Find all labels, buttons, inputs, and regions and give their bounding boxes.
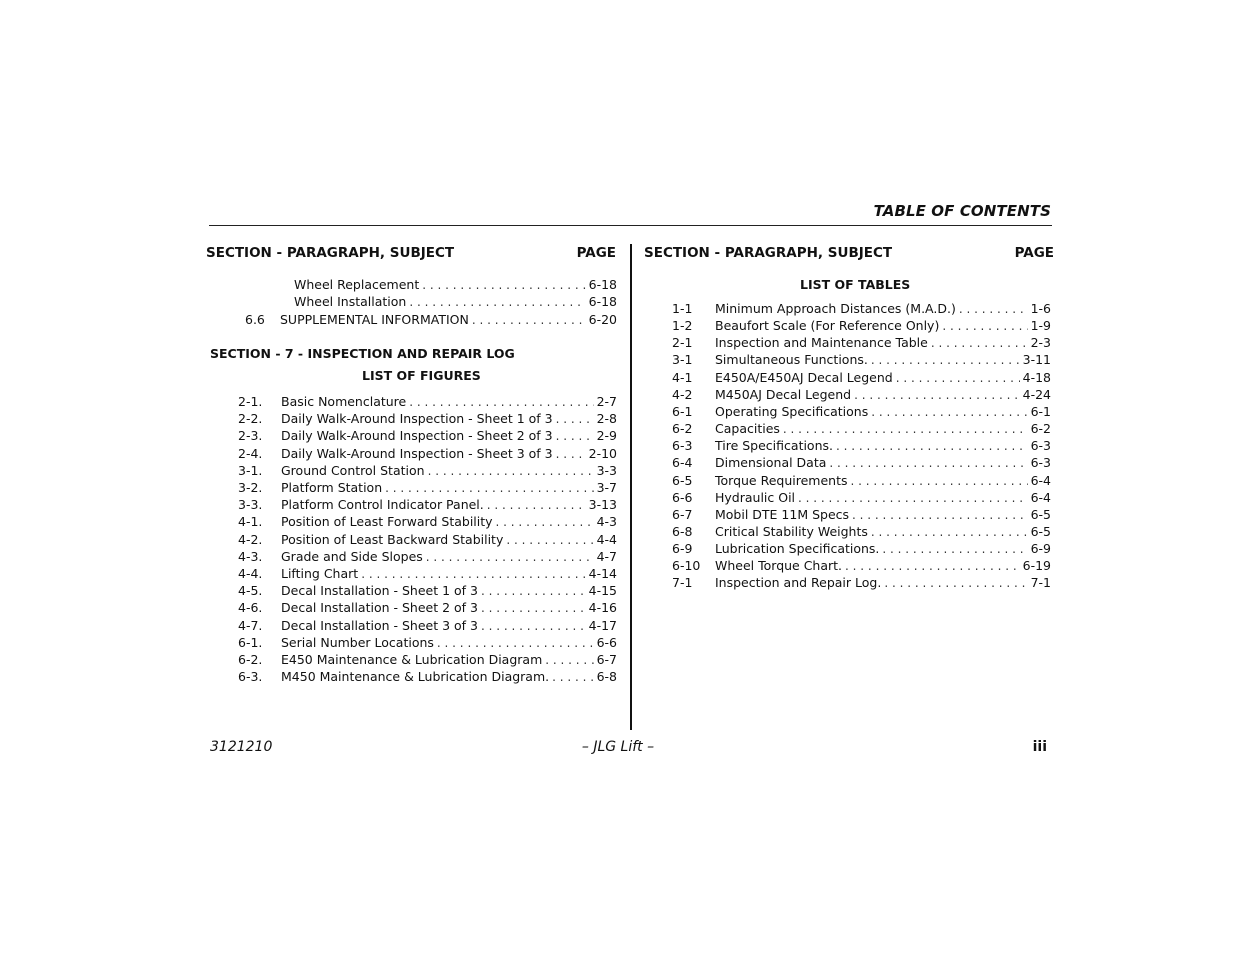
table-entry-number: 6-5 <box>672 472 693 488</box>
figure-entry-page: 4-17 <box>588 617 617 633</box>
dot-leader <box>845 558 1020 575</box>
dot-leader <box>552 669 593 686</box>
table-entry-number: 6-1 <box>672 403 693 419</box>
dot-leader <box>959 301 1028 318</box>
toc-entry <box>245 311 617 328</box>
page-title: TABLE OF CONTENTS <box>873 202 1051 220</box>
table-entry-title: Operating Specifications <box>715 403 869 419</box>
figure-entry-title: Ground Control Station <box>281 462 425 478</box>
figure-entry-title: M450 Maintenance & Lubrication Diagram. <box>281 669 550 685</box>
figure-entry-page: 4-16 <box>588 600 617 616</box>
table-entry-number: 1-2 <box>672 318 693 334</box>
table-entry <box>672 437 1051 454</box>
table-entry <box>672 351 1051 368</box>
table-entry-title: Wheel Torque Chart. <box>715 558 843 574</box>
figure-entry-page: 6-7 <box>596 652 617 667</box>
dot-leader <box>385 480 593 497</box>
figure-entry <box>238 668 617 685</box>
dot-leader <box>437 635 594 652</box>
figure-entry-title: Platform Station <box>281 480 383 495</box>
table-entry <box>672 489 1051 506</box>
dot-leader <box>426 549 594 566</box>
table-entry-page: 6-4 <box>1030 472 1051 488</box>
figure-entry <box>238 410 617 427</box>
dot-leader <box>556 411 594 428</box>
table-entry-title: Inspection and Repair Log. <box>715 575 882 591</box>
figure-entry-page: 4-4 <box>596 531 617 547</box>
figure-entry-number: 3-2. <box>238 480 263 495</box>
table-entry <box>672 369 1051 386</box>
table-entry-title: M450AJ Decal Legend <box>715 386 852 402</box>
right-column-header <box>644 244 1054 262</box>
table-entry-title: Inspection and Maintenance Table <box>715 335 928 351</box>
footer-doc-number: 3121210 <box>210 739 273 755</box>
toc-entry-title: Wheel Replacement <box>294 277 420 292</box>
table-entry-page: 6-3 <box>1030 455 1051 471</box>
figure-entry-page: 3-7 <box>596 480 617 495</box>
dot-leader <box>931 335 1028 352</box>
table-entry-page: 6-5 <box>1030 506 1051 522</box>
figure-entry-number: 6-2. <box>238 652 263 667</box>
dot-leader <box>506 532 593 549</box>
figure-entry-title: Platform Control Indicator Panel. <box>281 497 484 513</box>
figure-entry-title: Position of Least Forward Stability <box>281 514 493 530</box>
figure-entry-number: 3-3. <box>238 497 263 513</box>
table-entry <box>672 557 1051 574</box>
table-entry-page: 1-9 <box>1030 318 1051 334</box>
table-entry <box>672 300 1051 317</box>
table-entry-title: E450A/E450AJ Decal Legend <box>715 369 893 385</box>
figure-entry-page: 4-15 <box>588 583 617 599</box>
dot-leader <box>481 618 586 635</box>
tables-heading: LIST OF TABLES <box>800 277 911 292</box>
dot-leader <box>884 575 1027 592</box>
figure-entry-page: 4-7 <box>596 548 617 564</box>
figure-entry <box>238 599 617 616</box>
table-entry <box>672 420 1051 437</box>
figure-entry-number: 2-4. <box>238 445 263 461</box>
figure-entry <box>238 634 617 651</box>
dot-leader <box>871 404 1027 421</box>
table-entry-page: 6-5 <box>1030 523 1051 539</box>
table-entry-page: 2-3 <box>1030 335 1051 351</box>
dot-leader <box>496 514 594 531</box>
figure-entry-number: 4-4. <box>238 566 263 581</box>
figure-entry-number: 6-3. <box>238 669 263 685</box>
figure-entry-page: 3-3 <box>596 462 617 478</box>
footer-page-number: iii <box>1032 739 1047 755</box>
table-entry-title: Mobil DTE 11M Specs <box>715 506 850 522</box>
figure-entry <box>238 427 617 444</box>
column-divider <box>630 244 632 730</box>
figure-entry <box>238 496 617 513</box>
table-entry <box>672 317 1051 334</box>
left-header-page: PAGE <box>576 245 616 261</box>
figure-entry-title: Lifting Chart <box>281 566 359 581</box>
figure-entry-page: 6-8 <box>596 669 617 685</box>
toc-entry-number: 6.6 <box>245 312 265 327</box>
table-entry-title: Torque Requirements <box>715 472 848 488</box>
table-entry-title: Minimum Approach Distances (M.A.D.) <box>715 301 956 316</box>
table-entry <box>672 403 1051 420</box>
table-entry-page: 3-11 <box>1022 352 1051 368</box>
figure-entry-title: Position of Least Backward Stability <box>281 531 504 547</box>
figure-entry <box>238 513 617 530</box>
figure-entry-number: 4-6. <box>238 600 263 616</box>
table-entry-number: 2-1 <box>672 335 693 351</box>
table-entry-title: Simultaneous Functions. <box>715 352 868 368</box>
table-entry-number: 6-10 <box>672 558 701 574</box>
table-entry-title: Dimensional Data <box>715 455 827 471</box>
table-entry-page: 4-24 <box>1022 386 1051 402</box>
right-header-subject: SECTION - PARAGRAPH, SUBJECT <box>644 245 893 261</box>
table-entry-page: 6-3 <box>1030 438 1051 454</box>
figure-entry <box>238 651 617 668</box>
table-entry-title: Capacities <box>715 421 780 437</box>
table-entry <box>672 506 1051 523</box>
figure-entry-page: 3-13 <box>588 497 617 513</box>
figure-entry-page: 2-10 <box>588 445 617 461</box>
dot-leader <box>556 428 594 445</box>
table-entry-number: 6-2 <box>672 421 693 437</box>
figure-entry <box>238 393 617 410</box>
table-entry-number: 6-3 <box>672 438 693 454</box>
left-header-subject: SECTION - PARAGRAPH, SUBJECT <box>206 245 455 261</box>
table-entry <box>672 540 1051 557</box>
figure-entry-title: Decal Installation - Sheet 3 of 3 <box>281 617 478 633</box>
dot-leader <box>942 318 1027 335</box>
figure-entry <box>238 445 617 462</box>
table-entry-number: 6-7 <box>672 506 693 522</box>
figure-entry-page: 4-3 <box>596 514 617 530</box>
figure-entry <box>238 548 617 565</box>
figure-entry-number: 4-1. <box>238 514 263 530</box>
table-entry-page: 6-2 <box>1030 421 1051 437</box>
table-entry-title: Beaufort Scale (For Reference Only) <box>715 318 940 334</box>
figure-entry-title: Daily Walk-Around Inspection - Sheet 2 of 3 <box>281 428 553 444</box>
figure-entry-number: 4-3. <box>238 548 263 564</box>
table-entry-page: 7-1 <box>1030 575 1051 591</box>
figure-entry-number: 2-2. <box>238 411 263 427</box>
table-entry <box>672 454 1051 471</box>
dot-leader <box>871 524 1028 541</box>
table-entry <box>672 386 1051 403</box>
dot-leader <box>556 446 586 463</box>
figure-entry-number: 2-1. <box>238 394 263 409</box>
figure-entry-number: 4-7. <box>238 617 263 633</box>
figure-entry <box>238 479 617 496</box>
dot-leader <box>487 497 586 514</box>
table-entry <box>672 574 1051 591</box>
figure-entry-title: Decal Installation - Sheet 2 of 3 <box>281 600 478 616</box>
table-entry-page: 4-18 <box>1022 369 1051 385</box>
table-entry-number: 3-1 <box>672 352 693 368</box>
dot-leader <box>472 312 586 329</box>
table-entry-title: Tire Specifications. <box>715 438 833 454</box>
table-entry-title: Lubrication Specifications. <box>715 541 880 557</box>
table-entry-number: 6-9 <box>672 541 693 557</box>
dot-leader <box>836 438 1028 455</box>
table-entry-number: 1-1 <box>672 301 693 316</box>
table-entry <box>672 334 1051 351</box>
toc-entry-page: 6-20 <box>588 312 617 327</box>
dot-leader <box>851 473 1028 490</box>
table-entry-number: 6-6 <box>672 489 693 505</box>
figure-entry-number: 4-2. <box>238 531 263 547</box>
figure-entry-number: 3-1. <box>238 462 263 478</box>
figures-heading: LIST OF FIGURES <box>362 368 481 383</box>
figure-entry <box>238 531 617 548</box>
figure-entry-title: Basic Nomenclature <box>281 394 407 409</box>
dot-leader <box>481 583 586 600</box>
dot-leader <box>481 600 586 617</box>
dot-leader <box>852 507 1028 524</box>
footer-brand: – JLG Lift – <box>581 739 655 755</box>
left-column-header <box>206 244 616 262</box>
figure-entry <box>238 617 617 634</box>
table-entry-page: 6-9 <box>1030 541 1051 557</box>
table-entry-number: 7-1 <box>672 575 693 591</box>
dot-leader <box>854 387 1020 404</box>
figure-entry-title: Decal Installation - Sheet 1 of 3 <box>281 583 478 599</box>
table-entry-page: 6-1 <box>1030 403 1051 419</box>
table-entry-number: 6-4 <box>672 455 693 471</box>
figure-entry <box>238 462 617 479</box>
figure-entry-title: Serial Number Locations <box>281 634 434 650</box>
table-entry <box>672 472 1051 489</box>
dot-leader <box>783 421 1028 438</box>
dot-leader <box>361 566 585 583</box>
dot-leader <box>545 652 593 669</box>
dot-leader <box>422 277 585 294</box>
table-entry <box>672 523 1051 540</box>
table-entry-title: Hydraulic Oil <box>715 489 796 505</box>
dot-leader <box>829 455 1027 472</box>
figure-entry <box>238 582 617 599</box>
figure-entry-title: Grade and Side Slopes <box>281 548 423 564</box>
figure-entry-page: 2-7 <box>596 394 617 409</box>
figure-entry-page: 6-6 <box>596 634 617 650</box>
table-entry-page: 6-19 <box>1022 558 1051 574</box>
right-header-page: PAGE <box>1014 245 1054 261</box>
figure-entry-title: Daily Walk-Around Inspection - Sheet 3 of 3 <box>281 445 553 461</box>
figure-entry-number: 6-1. <box>238 634 263 650</box>
figure-entry-page: 4-14 <box>588 566 617 581</box>
figure-entry <box>238 565 617 582</box>
table-entry-title: Critical Stability Weights <box>715 523 868 539</box>
section7-heading: SECTION - 7 - INSPECTION AND REPAIR LOG <box>210 346 515 361</box>
figure-entry-number: 2-3. <box>238 428 263 444</box>
toc-entry-page: 6-18 <box>588 294 617 309</box>
figure-entry-number: 4-5. <box>238 583 263 599</box>
toc-entry-title: SUPPLEMENTAL INFORMATION <box>280 312 469 327</box>
figure-entry-page: 2-9 <box>596 428 617 444</box>
dot-leader <box>896 370 1020 387</box>
header-rule <box>209 225 1052 226</box>
table-entry-number: 4-2 <box>672 386 693 402</box>
dot-leader <box>409 294 585 311</box>
figure-entry-title: Daily Walk-Around Inspection - Sheet 1 of 3 <box>281 411 553 427</box>
dot-leader <box>798 490 1028 507</box>
dot-leader <box>409 394 593 411</box>
toc-entry-page: 6-18 <box>588 277 617 292</box>
table-entry-page: 6-4 <box>1030 489 1051 505</box>
toc-entry-title: Wheel Installation <box>294 294 407 309</box>
toc-entry <box>245 276 617 293</box>
table-entry-number: 4-1 <box>672 369 693 385</box>
figure-entry-title: E450 Maintenance & Lubrication Diagram <box>281 652 543 667</box>
toc-entry <box>245 293 617 310</box>
figure-entry-page: 2-8 <box>596 411 617 427</box>
dot-leader <box>871 352 1020 369</box>
dot-leader <box>428 463 594 480</box>
table-entry-number: 6-8 <box>672 523 693 539</box>
table-entry-page: 1-6 <box>1030 301 1051 316</box>
dot-leader <box>882 541 1027 558</box>
